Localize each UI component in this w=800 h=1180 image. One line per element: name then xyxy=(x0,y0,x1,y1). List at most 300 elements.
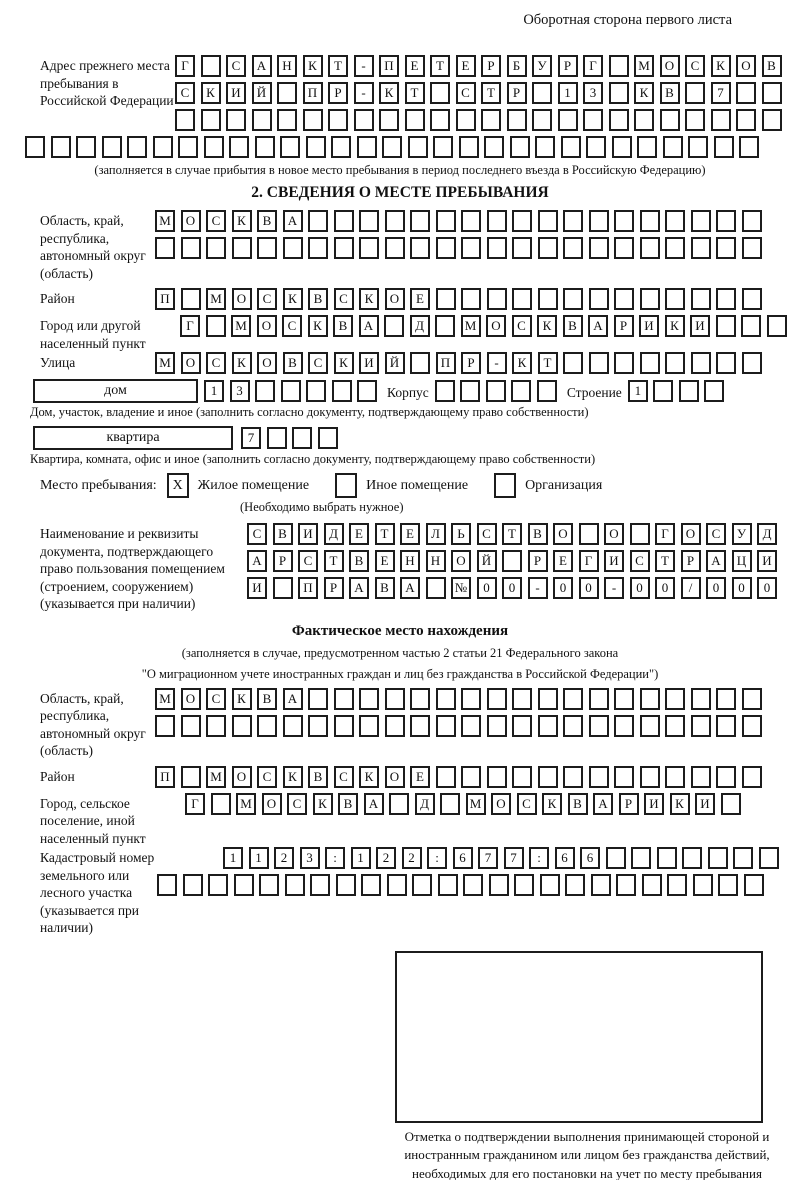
char-box: : xyxy=(325,847,345,869)
char-box xyxy=(563,352,583,374)
char-box xyxy=(742,237,762,259)
char-box xyxy=(410,237,430,259)
char-box xyxy=(487,237,507,259)
char-box: О xyxy=(660,55,680,77)
char-box xyxy=(436,288,456,310)
char-box: А xyxy=(364,793,384,815)
char-box xyxy=(385,210,405,232)
char-box xyxy=(435,315,455,337)
char-box: К xyxy=(670,793,690,815)
char-box xyxy=(385,715,405,737)
char-box xyxy=(181,715,201,737)
char-box xyxy=(435,380,455,402)
char-box: Й xyxy=(477,550,497,572)
char-box xyxy=(714,136,734,158)
char-box xyxy=(277,82,297,104)
char-box xyxy=(204,136,224,158)
char-box: К xyxy=(232,352,252,374)
char-box xyxy=(640,210,660,232)
char-box: 7 xyxy=(478,847,498,869)
char-box xyxy=(308,715,328,737)
char-box: К xyxy=(313,793,333,815)
char-box xyxy=(742,210,762,232)
char-box xyxy=(255,380,275,402)
char-box: О xyxy=(553,523,573,545)
char-box xyxy=(511,380,531,402)
char-box xyxy=(310,874,330,896)
char-row-prev-4 xyxy=(25,136,790,158)
char-box xyxy=(308,210,328,232)
char-box: О xyxy=(232,766,252,788)
char-box: М xyxy=(634,55,654,77)
char-box xyxy=(691,288,711,310)
char-box xyxy=(361,874,381,896)
char-box: И xyxy=(639,315,659,337)
char-box: 0 xyxy=(579,577,599,599)
char-box xyxy=(716,352,736,374)
char-box: К xyxy=(665,315,685,337)
char-box: А xyxy=(349,577,369,599)
char-box xyxy=(433,136,453,158)
char-box: 0 xyxy=(502,577,522,599)
char-box: О xyxy=(181,688,201,710)
char-box: М xyxy=(461,315,481,337)
char-box: С xyxy=(226,55,246,77)
char-box xyxy=(436,237,456,259)
prev-address-caption: (заполняется в случае прибытия в новое место пребывания в период последнего въезда в Российскую Федерацию) xyxy=(94,163,706,177)
char-box xyxy=(589,766,609,788)
actual-region-boxes xyxy=(155,688,762,742)
char-box xyxy=(538,288,558,310)
char-box xyxy=(486,380,506,402)
char-box: И xyxy=(226,82,246,104)
char-box: О xyxy=(486,315,506,337)
char-box xyxy=(332,380,352,402)
char-box: К xyxy=(379,82,399,104)
char-box: О xyxy=(681,523,701,545)
korpus-label: Корпус xyxy=(387,384,429,400)
char-box: Н xyxy=(400,550,420,572)
char-box: 0 xyxy=(757,577,777,599)
char-box xyxy=(512,288,532,310)
char-row-apartment xyxy=(241,427,338,449)
char-box xyxy=(410,688,430,710)
char-box: 1 xyxy=(558,82,578,104)
char-box xyxy=(532,109,552,131)
char-box xyxy=(739,136,759,158)
char-box xyxy=(255,136,275,158)
char-row-prev-1 xyxy=(175,55,782,77)
char-box xyxy=(328,109,348,131)
char-box xyxy=(691,210,711,232)
char-box xyxy=(558,109,578,131)
char-box xyxy=(283,715,303,737)
actual-region-label: Область, край, республика, автономный округ (область) xyxy=(40,690,146,758)
char-box: 0 xyxy=(477,577,497,599)
char-box xyxy=(487,210,507,232)
char-box: 0 xyxy=(630,577,650,599)
char-box xyxy=(579,523,599,545)
char-row-cadastral-1 xyxy=(223,847,779,869)
char-box: С xyxy=(512,315,532,337)
char-box xyxy=(733,847,753,869)
char-box: О xyxy=(257,315,277,337)
char-box xyxy=(331,136,351,158)
char-box xyxy=(487,288,507,310)
char-row-region-1 xyxy=(155,210,762,232)
char-box: М xyxy=(155,210,175,232)
char-box xyxy=(76,136,96,158)
char-box: А xyxy=(283,688,303,710)
char-row-street xyxy=(155,352,762,374)
char-box xyxy=(693,874,713,896)
char-box xyxy=(614,352,634,374)
prev-address-block xyxy=(25,55,790,136)
char-box: И xyxy=(604,550,624,572)
char-box xyxy=(561,136,581,158)
char-box: М xyxy=(155,688,175,710)
apartment-type-box: квартира xyxy=(33,426,233,450)
char-box: Г xyxy=(175,55,195,77)
char-box xyxy=(767,315,787,337)
char-box xyxy=(308,237,328,259)
char-box xyxy=(461,688,481,710)
char-box: Д xyxy=(415,793,435,815)
char-box xyxy=(563,715,583,737)
char-box xyxy=(461,288,481,310)
char-box: Р xyxy=(619,793,639,815)
char-box xyxy=(591,874,611,896)
char-box xyxy=(762,109,782,131)
char-box xyxy=(759,847,779,869)
option-dwelling-label: Жилое помещение xyxy=(197,477,310,493)
char-box: Н xyxy=(277,55,297,77)
confirmation-note: Отметка о подтверждении выполнения принимающей стороной и иностранным гражданином или лицом без гражданства действий, необходимых для его постановки на учет по месту пребывания xyxy=(404,1128,770,1180)
char-box: С xyxy=(456,82,476,104)
char-box: - xyxy=(528,577,548,599)
cadastral-block xyxy=(25,847,790,937)
char-box xyxy=(153,136,173,158)
char-box xyxy=(102,136,122,158)
char-box xyxy=(487,688,507,710)
char-box: - xyxy=(604,577,624,599)
char-box xyxy=(426,577,446,599)
char-row-actual-region-2 xyxy=(155,715,762,737)
option-other-premises-label: Иное помещение xyxy=(366,477,469,493)
char-box xyxy=(540,874,560,896)
char-box xyxy=(127,136,147,158)
char-box xyxy=(410,352,430,374)
house-caption: Дом, участок, владение и иное (заполнить согласно документу, подтверждающему право собственности) xyxy=(30,405,589,419)
char-box xyxy=(631,847,651,869)
char-box xyxy=(665,352,685,374)
char-box: Г xyxy=(185,793,205,815)
char-box xyxy=(507,109,527,131)
char-box: И xyxy=(298,523,318,545)
char-box xyxy=(691,688,711,710)
char-box xyxy=(206,237,226,259)
char-box xyxy=(538,766,558,788)
char-box: Г xyxy=(655,523,675,545)
char-box xyxy=(663,136,683,158)
char-box xyxy=(252,109,272,131)
char-box xyxy=(640,766,660,788)
region-boxes xyxy=(155,210,762,264)
char-box: Н xyxy=(426,550,446,572)
char-box: - xyxy=(354,55,374,77)
actual-location-caption-2: "О миграционном учете иностранных граждан и лиц без гражданства в Российской Федерации") xyxy=(141,666,659,681)
char-box: С xyxy=(257,288,277,310)
street-row xyxy=(25,352,790,379)
char-box: Р xyxy=(461,352,481,374)
char-row-city xyxy=(180,315,787,337)
char-box xyxy=(334,688,354,710)
char-box xyxy=(481,109,501,131)
checkbox-dwelling: X xyxy=(167,473,189,498)
char-box xyxy=(640,288,660,310)
char-box: А xyxy=(588,315,608,337)
char-box: И xyxy=(690,315,710,337)
char-box: А xyxy=(247,550,267,572)
char-box xyxy=(459,136,479,158)
char-box xyxy=(357,136,377,158)
char-box xyxy=(512,688,532,710)
char-box: Р xyxy=(681,550,701,572)
char-box: 7 xyxy=(711,82,731,104)
char-box xyxy=(440,793,460,815)
document-boxes xyxy=(247,523,777,604)
char-box: С xyxy=(685,55,705,77)
prev-address-label: Адрес прежнего места пребывания в Российской Федерации xyxy=(40,58,174,108)
char-box: И xyxy=(247,577,267,599)
char-box: В xyxy=(563,315,583,337)
char-box xyxy=(155,237,175,259)
char-box xyxy=(538,210,558,232)
char-box xyxy=(183,874,203,896)
char-box xyxy=(436,766,456,788)
char-box xyxy=(586,136,606,158)
char-box: Е xyxy=(456,55,476,77)
char-box: 6 xyxy=(453,847,473,869)
char-box xyxy=(283,237,303,259)
char-box xyxy=(563,210,583,232)
char-box: Т xyxy=(405,82,425,104)
char-box: 2 xyxy=(402,847,422,869)
char-box: О xyxy=(257,352,277,374)
char-box: К xyxy=(303,55,323,77)
char-box xyxy=(208,874,228,896)
char-box xyxy=(614,288,634,310)
char-box: С xyxy=(287,793,307,815)
actual-location-title: Фактическое место нахождения xyxy=(291,622,509,639)
char-box xyxy=(665,766,685,788)
char-box: Р xyxy=(614,315,634,337)
char-box: П xyxy=(155,288,175,310)
char-box: К xyxy=(308,315,328,337)
char-box: : xyxy=(529,847,549,869)
char-box xyxy=(487,766,507,788)
char-box xyxy=(181,766,201,788)
char-box xyxy=(762,82,782,104)
char-box: Ц xyxy=(732,550,752,572)
char-box xyxy=(456,109,476,131)
char-box: П xyxy=(379,55,399,77)
char-box xyxy=(612,136,632,158)
char-box: К xyxy=(201,82,221,104)
char-box xyxy=(716,288,736,310)
char-box xyxy=(292,427,312,449)
char-box xyxy=(484,136,504,158)
char-box: В xyxy=(308,288,328,310)
char-box xyxy=(226,109,246,131)
char-box: М xyxy=(466,793,486,815)
section2-title: 2. СВЕДЕНИЯ О МЕСТЕ ПРЕБЫВАНИЯ xyxy=(251,184,549,201)
char-box: О xyxy=(736,55,756,77)
char-row-district xyxy=(155,288,762,310)
char-box: П xyxy=(298,577,318,599)
char-box: О xyxy=(181,352,201,374)
char-box xyxy=(410,715,430,737)
char-box xyxy=(181,288,201,310)
char-box: А xyxy=(706,550,726,572)
char-box xyxy=(175,109,195,131)
char-box: Т xyxy=(481,82,501,104)
char-box: 7 xyxy=(504,847,524,869)
char-box: С xyxy=(298,550,318,572)
char-box: С xyxy=(477,523,497,545)
char-box xyxy=(716,315,736,337)
char-box xyxy=(691,766,711,788)
char-box xyxy=(634,109,654,131)
char-box xyxy=(267,427,287,449)
char-box: Р xyxy=(558,55,578,77)
char-box xyxy=(436,688,456,710)
char-box xyxy=(563,237,583,259)
char-box xyxy=(181,237,201,259)
char-box: : xyxy=(427,847,447,869)
char-box xyxy=(384,315,404,337)
char-box: О xyxy=(604,523,624,545)
document-block xyxy=(25,523,790,613)
char-box xyxy=(679,380,699,402)
char-box xyxy=(306,136,326,158)
char-box: М xyxy=(236,793,256,815)
char-box: Р xyxy=(481,55,501,77)
char-box xyxy=(410,210,430,232)
char-box: С xyxy=(282,315,302,337)
char-box xyxy=(461,210,481,232)
char-box: 0 xyxy=(706,577,726,599)
char-box: 1 xyxy=(249,847,269,869)
char-box: Т xyxy=(502,523,522,545)
house-type-box: дом xyxy=(33,379,198,403)
char-box: С xyxy=(206,688,226,710)
char-box xyxy=(232,715,252,737)
char-box: А xyxy=(252,55,272,77)
char-box xyxy=(336,874,356,896)
char-box xyxy=(281,380,301,402)
char-box xyxy=(665,688,685,710)
char-box xyxy=(742,766,762,788)
char-box: Р xyxy=(273,550,293,572)
char-box: Е xyxy=(349,523,369,545)
char-box xyxy=(489,874,509,896)
char-box: И xyxy=(757,550,777,572)
district-row xyxy=(25,288,790,315)
char-box xyxy=(157,874,177,896)
char-box xyxy=(642,874,662,896)
char-box: К xyxy=(283,766,303,788)
char-box: № xyxy=(451,577,471,599)
char-box xyxy=(359,237,379,259)
document-label: Наименование и реквизиты документа, подтверждающего право пользования помещением (строением, сооружением) (указывается при наличии) xyxy=(40,526,225,611)
char-box: А xyxy=(400,577,420,599)
char-box xyxy=(682,847,702,869)
char-box xyxy=(259,874,279,896)
char-box: А xyxy=(593,793,613,815)
char-box xyxy=(334,210,354,232)
actual-city-row xyxy=(25,793,790,848)
char-box: М xyxy=(206,766,226,788)
char-box: О xyxy=(262,793,282,815)
char-box xyxy=(744,874,764,896)
char-box: К xyxy=(232,210,252,232)
char-box: Е xyxy=(405,55,425,77)
char-box xyxy=(285,874,305,896)
char-box: У xyxy=(532,55,552,77)
char-box xyxy=(665,237,685,259)
char-box: К xyxy=(359,766,379,788)
char-box: 7 xyxy=(241,427,261,449)
char-box xyxy=(718,874,738,896)
char-box xyxy=(716,766,736,788)
char-box xyxy=(691,715,711,737)
apartment-row xyxy=(33,426,790,450)
char-box: И xyxy=(695,793,715,815)
char-box: Т xyxy=(538,352,558,374)
actual-region-block xyxy=(25,688,790,760)
char-box: Т xyxy=(328,55,348,77)
char-box xyxy=(742,352,762,374)
char-box xyxy=(704,380,724,402)
char-box: 6 xyxy=(555,847,575,869)
actual-district-label: Район xyxy=(40,768,75,784)
char-row-house xyxy=(204,380,377,402)
char-box xyxy=(273,577,293,599)
char-box: И xyxy=(644,793,664,815)
char-box xyxy=(589,352,609,374)
char-box xyxy=(665,288,685,310)
apartment-caption: Квартира, комната, офис и иное (заполнить согласно документу, подтверждающему право собственности) xyxy=(30,452,596,466)
char-box xyxy=(306,380,326,402)
char-box: 3 xyxy=(230,380,250,402)
char-box xyxy=(379,109,399,131)
char-box xyxy=(436,210,456,232)
confirmation-stamp-box xyxy=(395,951,763,1123)
char-box: С xyxy=(334,766,354,788)
region-block xyxy=(25,210,790,282)
char-box xyxy=(665,715,685,737)
char-box xyxy=(640,352,660,374)
char-box xyxy=(637,136,657,158)
char-box xyxy=(359,688,379,710)
stroenie-label: Строение xyxy=(566,384,622,400)
char-box: О xyxy=(385,288,405,310)
prev-address-boxes xyxy=(175,55,782,136)
char-box xyxy=(257,237,277,259)
char-box xyxy=(512,766,532,788)
char-box: В xyxy=(568,793,588,815)
